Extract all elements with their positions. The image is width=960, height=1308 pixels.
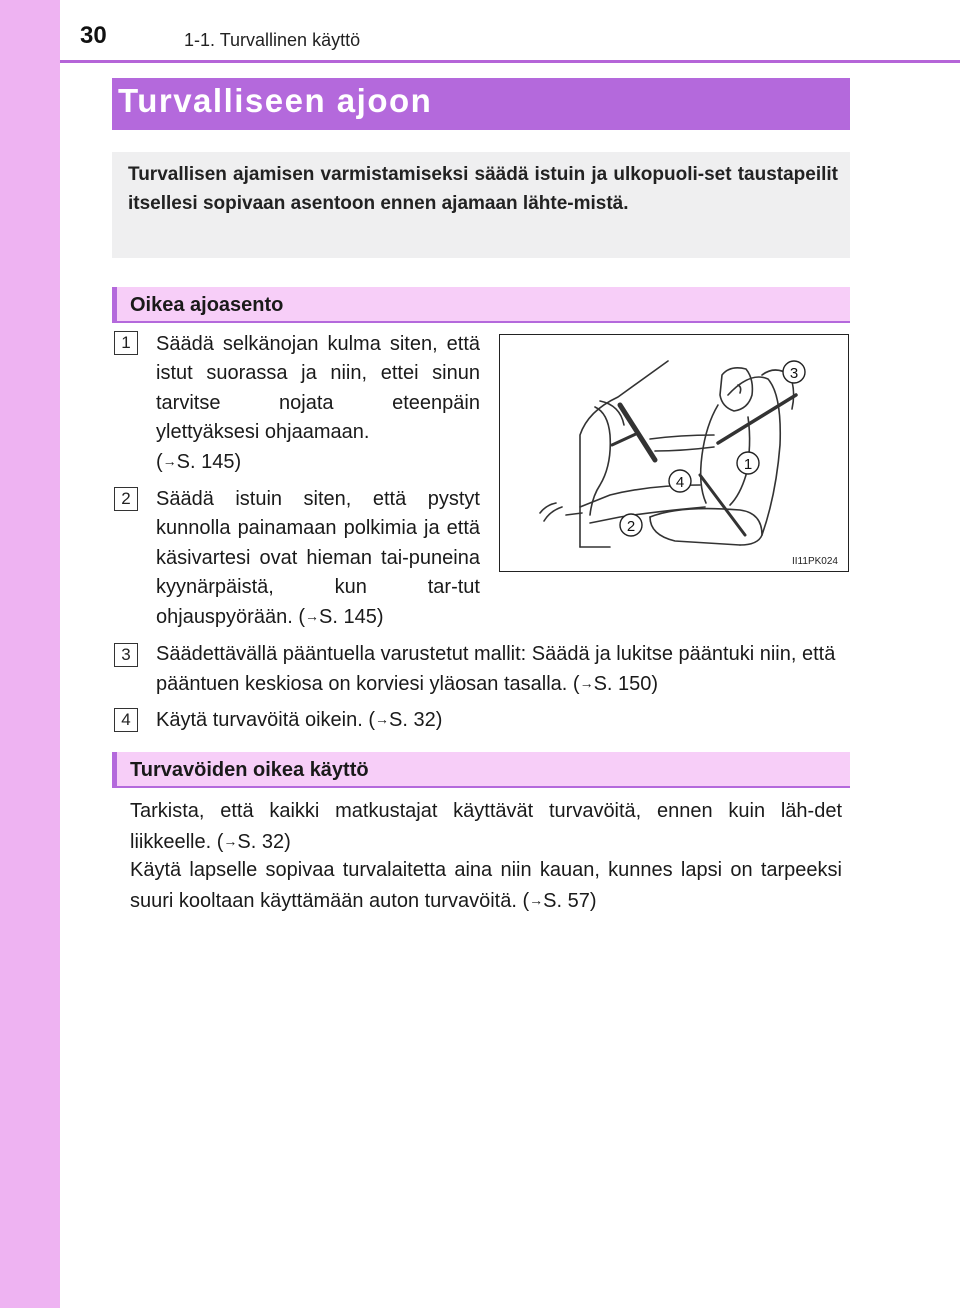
section-heading-seatbelts: Turvavöiden oikea käyttö xyxy=(130,759,369,781)
item-3-ref[interactable]: S. 150 xyxy=(593,673,652,696)
item-number-4: 4 xyxy=(114,708,138,732)
item-number-2: 2 xyxy=(114,487,138,511)
side-strip xyxy=(0,0,60,1308)
section-heading-posture: Oikea ajoasento xyxy=(130,294,284,316)
item-number-1: 1 xyxy=(114,331,138,355)
item-2-text: Säädä istuin siten, että pystyt kunnolla painamaan polkimia ja että käsivartesi ovat hieman tai-puneina kyynärpäistä, kun tar-tut ohjauspyörään. xyxy=(156,488,480,629)
item-4-ref[interactable]: S. 32 xyxy=(389,709,436,731)
item-4-text: Käytä turvavöitä oikein. xyxy=(156,709,363,731)
page-number: 30 xyxy=(80,22,107,49)
item-number-3: 3 xyxy=(114,643,138,667)
paragraph-1-ref[interactable]: S. 32 xyxy=(237,830,285,853)
item-1-text: Säädä selkänojan kulma siten, että istut suorassa ja niin, ettei sinun tarvitse nojata eteenpäin ylettyäksesi ohjaamaan. xyxy=(156,333,480,443)
callout-3: 3 xyxy=(789,365,799,382)
item-1-ref[interactable]: S. 145 xyxy=(176,451,235,474)
arrow-icon: → xyxy=(579,675,594,692)
figure-code: II11PK024 xyxy=(792,556,838,567)
arrow-icon: → xyxy=(223,832,238,849)
item-2: Säädä istuin siten, että pystyt kunnolla painamaan polkimia ja että käsivartesi ovat hieman tai-puneina kyynärpäistä, kun tar-tut ohjauspyörään. (→S. 145) xyxy=(156,488,480,629)
paragraph-2-ref[interactable]: S. 57 xyxy=(543,889,590,912)
paragraph-1: Tarkista, että kaikki matkustajat käyttävät turvavöitä, ennen kuin läh-det liikkeelle. (→S. 32) xyxy=(130,800,842,853)
paragraph-1-text: Tarkista, että kaikki matkustajat käyttävät turvavöitä, ennen kuin läh-det liikkeelle. xyxy=(130,800,842,853)
arrow-icon: → xyxy=(305,608,319,625)
driver-seat-illustration xyxy=(500,335,847,570)
item-1: Säädä selkänojan kulma siten, että istut suorassa ja niin, ettei sinun tarvitse nojata eteenpäin ylettyäksesi ohjaamaan. (→S. 145) xyxy=(156,333,480,474)
item-3-text: Säädettävällä pääntuella varustetut mallit: Säädä ja lukitse pääntuki niin, että pääntuen keskiosa on korviesi yläosan tasalla. xyxy=(156,643,836,696)
seating-position-figure xyxy=(499,334,849,572)
callout-2: 2 xyxy=(626,518,636,535)
paragraph-2-text: Käytä lapselle sopivaa turvalaitetta aina niin kauan, kunnes lapsi on tarpeeksi suuri kooltaan käyttämään auton turvavöitä. xyxy=(130,859,842,912)
chapter-title: 1-1. Turvallinen käyttö xyxy=(184,30,361,50)
item-4: Käytä turvavöitä oikein. (→S. 32) xyxy=(156,709,443,731)
item-2-ref[interactable]: S. 145 xyxy=(319,606,377,629)
arrow-icon: → xyxy=(375,711,389,727)
item-3: Säädettävällä pääntuella varustetut mallit: Säädä ja lukitse pääntuki niin, että pääntuen keskiosa on korviesi yläosan tasalla. (→S. 150) xyxy=(156,643,836,696)
paragraph-2: Käytä lapselle sopivaa turvalaitetta aina niin kauan, kunnes lapsi on tarpeeksi suuri kooltaan käyttämään auton turvavöitä. (→S. 57) xyxy=(130,859,842,912)
arrow-icon: → xyxy=(529,891,544,908)
arrow-icon: → xyxy=(162,453,177,470)
callout-4: 4 xyxy=(675,474,685,491)
intro-text: Turvallisen ajamisen varmistamiseksi säädä istuin ja ulkopuoli-set taustapeilit itsellesi sopivaan asentoon ennen ajamaan lähte-mistä. xyxy=(128,164,838,214)
callout-1: 1 xyxy=(743,456,753,473)
page-title: Turvalliseen ajoon xyxy=(118,82,433,119)
header-rule xyxy=(60,60,960,63)
